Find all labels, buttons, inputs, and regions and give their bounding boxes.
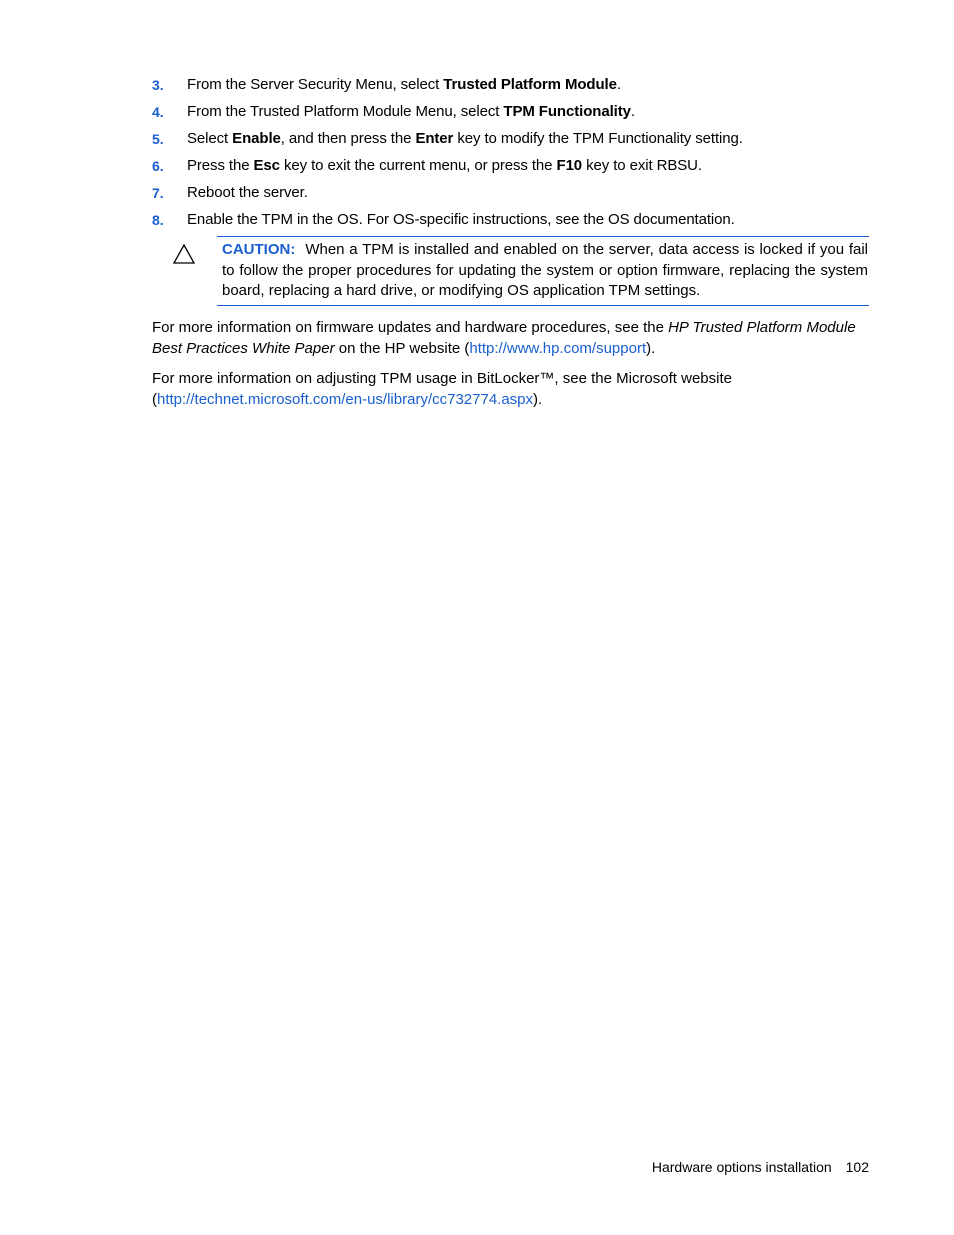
step-number: 5. [152,131,164,147]
menu-option-tpm-functionality: TPM Functionality [503,103,631,120]
caution-body: When a TPM is installed and enabled on the server, data access is locked if you fail to follow the proper procedures for updating the system or option firmware, replacing the system board, replacing a hard drive, or modifying OS application TPM settings. [222,241,868,299]
hp-support-link[interactable]: http://www.hp.com/support [469,340,647,357]
step-6 [152,155,872,182]
caution-text [222,240,868,302]
step-number: 4. [152,104,164,120]
step-text: Enable the TPM in the OS. For OS-specific instructions, see the OS documentation. [187,211,735,228]
option-enable: Enable [232,130,281,147]
step-text: Reboot the server. [187,184,308,201]
step-5 [152,128,872,155]
step-text: Select Enable, and then press the Enter key to modify the TPM Functionality setting. [187,130,743,147]
step-text: From the Server Security Menu, select Trusted Platform Module. [187,76,621,93]
step-text: Press the Esc key to exit the current menu, or press the F10 key to exit RBSU. [187,157,702,174]
step-number: 7. [152,185,164,201]
procedure-steps [152,74,872,236]
firmware-info-paragraph: For more information on firmware updates and hardware procedures, see the HP Trusted Platform Module Best Practices White Paper on the HP website (http://www.hp.com/support). [152,319,856,357]
step-text: From the Trusted Platform Module Menu, select TPM Functionality. [187,103,635,120]
step-number: 3. [152,77,164,93]
key-f10: F10 [556,157,583,174]
page-footer [652,1157,869,1177]
step-number: 8. [152,212,164,228]
microsoft-technet-link[interactable]: http://technet.microsoft.com/en-us/library/cc732774.aspx [157,391,534,408]
page-number: 102 [845,1159,869,1175]
step-4 [152,101,872,128]
key-esc: Esc [253,157,280,174]
footer-section-title: Hardware options installation [651,1159,832,1175]
white-paper-title: HP Trusted Platform Module Best Practices White Paper [152,319,856,357]
step-number: 6. [152,158,164,174]
step-3 [152,74,872,101]
caution-label: CAUTION: [222,241,296,258]
menu-option-trusted-platform-module: Trusted Platform Module [443,76,617,93]
key-enter: Enter [415,130,454,147]
caution-box [217,236,869,306]
caution-triangle-icon [172,243,196,265]
bitlocker-info-paragraph: For more information on adjusting TPM usage in BitLocker™, see the Microsoft website (http://technet.microsoft.com/en-us/library/cc732774.aspx). [152,370,732,408]
step-7 [152,182,872,209]
step-8 [152,209,872,236]
